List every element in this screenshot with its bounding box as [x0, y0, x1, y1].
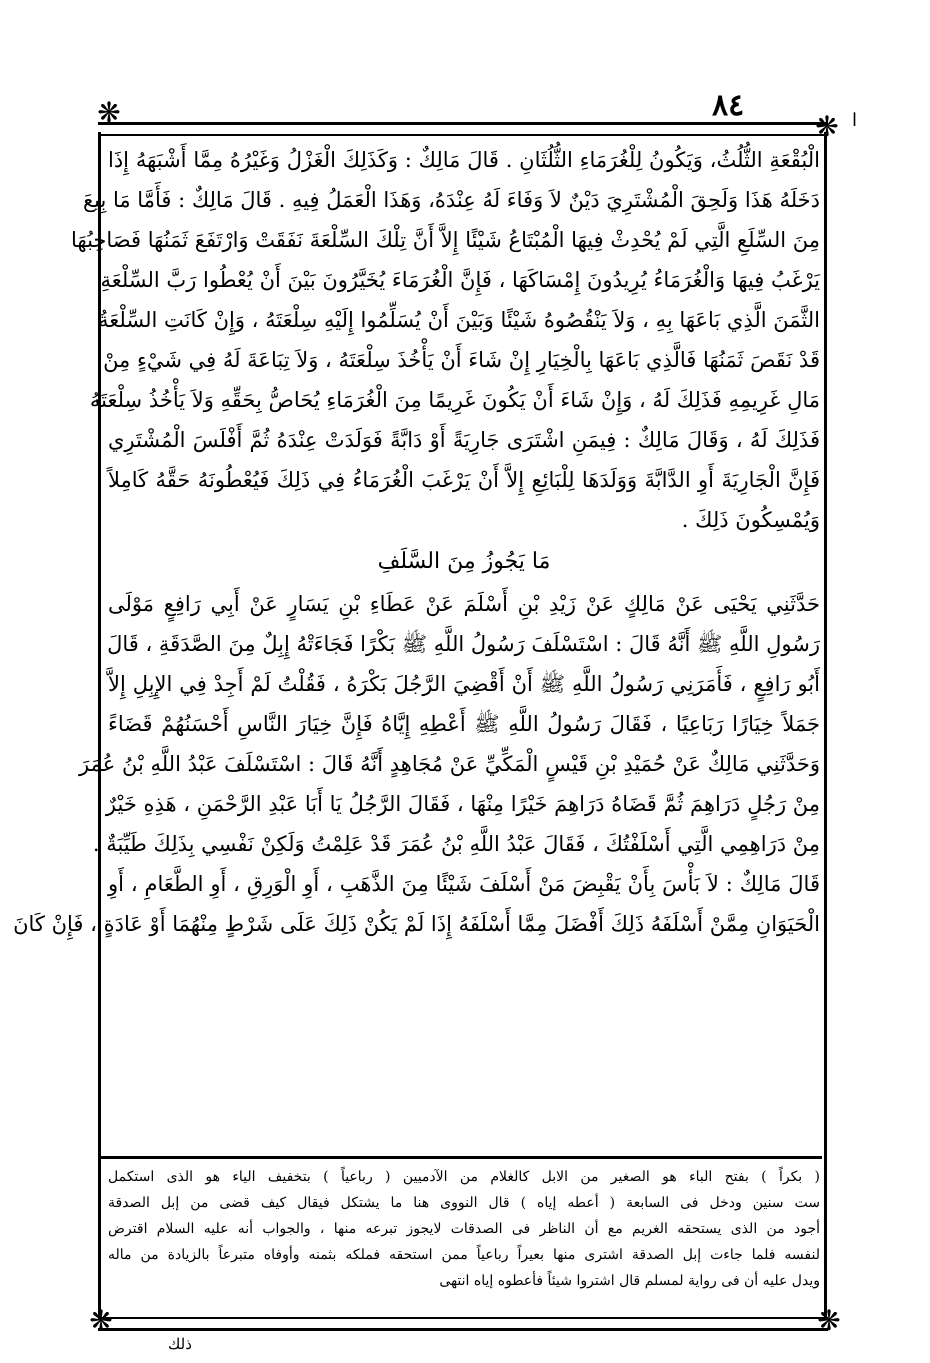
catchword: ذلك	[168, 1335, 192, 1353]
text-line: فَذَلِكَ لَهُ ، وَقَالَ مَالِكٌ : فِيمَنِ اشْتَرَى جَارِيَةً أَوْ دَابَّةً فَوَلَدَتْ عِنْدَهُ ثُمَّ أَفْلَسَ الْمُشْتَرِي	[108, 428, 820, 452]
text-line: قَدْ نَقَصَ ثَمَنُهَا فَالَّذِي بَاعَهَا بِالْخِيَارِ إِنْ شَاءَ أَنْ يَأْخُذَ سِلْعَتَهُ ، وَلاَ تِبَاعَةَ لَهُ فِي شَيْءٍ مِنْ	[103, 348, 820, 372]
page-number: ٨٤	[712, 88, 745, 123]
footnote-separator	[100, 1156, 822, 1159]
section-heading: مَا يَجُوزُ مِنَ السَّلَفِ	[377, 549, 551, 574]
text-line: وَيُمْسِكُونَ ذَلِكَ .	[681, 508, 820, 532]
text-line: الْبُقْعَةِ الثُّلُثُ، وَيَكُونُ لِلْغُرَمَاءِ الثُّلُثَانِ . قَالَ مَالِكٌ : وَكَذَلِكَ الْغَزْلُ وَغَيْرُهُ مِمَّا أَشْبَهَهُ إِذَا	[108, 148, 820, 172]
main-text-block	[13, 140, 820, 944]
frame-top-rule	[98, 122, 828, 136]
footnote-line: ( بكراً ) بفتح الباء هو الصغير من الابل كالغلام من الآدميين ( رباعياً ) بتخفيف الياء هو الذى استكمل	[108, 1169, 820, 1185]
margin-mark: ا	[852, 110, 858, 131]
corner-ornament-top-left: ❋	[97, 96, 121, 129]
text-line: رَسُولِ اللَّهِ ﷺ أَنَّهُ قَالَ : اسْتَسْلَفَ رَسُولُ اللَّهِ ﷺ بَكْرًا فَجَاءَتْهُ إِبِلٌ مِنَ الصَّدَقَةِ ، قَالَ	[107, 632, 820, 656]
text-line: مِنْ رَجُلٍ دَرَاهِمَ ثُمَّ قَضَاهُ دَرَاهِمَ خَيْرًا مِنْهَا ، فَقَالَ الرَّجُلُ يَا أَبَا عَبْدِ الرَّحْمَنِ ، هَذِهِ خَيْرٌ	[105, 792, 820, 816]
text-line: الثَّمَنَ الَّذِي بَاعَهَا بِهِ ، وَلاَ يَنْقُصُوهُ شَيْئًا وَبَيْنَ أَنْ يُسَلِّمُوا إِلَيْهِ سِلْعَتَهُ ، وَإِنْ كَانَتِ السِّلْعَةُ	[98, 308, 820, 332]
footnotes-block	[108, 1164, 820, 1294]
text-line: قَالَ مَالِكٌ : لاَ بَأْسَ بِأَنْ يَقْبِضَ مَنْ أَسْلَفَ شَيْئًا مِنَ الذَّهَبِ ، أَوِ الْوَرِقِ ، أَوِ الطَّعَامِ ، أَوِ	[108, 872, 820, 896]
corner-ornament-top-right: ❋	[815, 110, 839, 143]
text-line: حَدَّثَنِي يَحْيَى عَنْ مَالِكٍ عَنْ زَيْدِ بْنِ أَسْلَمَ عَنْ عَطَاءِ بْنِ يَسَارٍ عَنْ أَبِي رَافِعٍ مَوْلَى	[108, 592, 820, 616]
text-line: فَإِنَّ الْجَارِيَةَ أَوِ الدَّابَّةَ وَوَلَدَهَا لِلْبَائِعِ إِلاَّ أَنْ يَرْغَبَ الْغُرَمَاءُ فِي ذَلِكَ فَيُعْطُونَهُ حَقَّهُ كَامِلاً	[108, 468, 820, 492]
text-line: مِنْ دَرَاهِمِي الَّتِي أَسْلَفْتُكَ ، فَقَالَ عَبْدُ اللَّهِ بْنُ عُمَرَ قَدْ عَلِمْتُ وَلَكِنْ نَفْسِي بِذَلِكَ طَيِّبَةٌ .	[92, 832, 820, 856]
text-line: أَبُو رَافِعٍ ، فَأَمَرَنِي رَسُولُ اللَّهِ ﷺ أَنْ أَقْضِيَ الرَّجُلَ بَكْرَهُ ، فَقُلْتُ لَمْ أَجِدْ فِي الإِبِلِ إِلاَّ	[108, 672, 820, 696]
corner-ornament-bottom-right: ❋	[817, 1304, 841, 1337]
text-line: جَمَلاً خِيَارًا رَبَاعِيًا ، فَقَالَ رَسُولُ اللَّهِ ﷺ أَعْطِهِ إِيَّاهُ فَإِنَّ خِيَارَ النَّاسِ أَحْسَنُهُمْ قَضَاءً	[108, 712, 820, 736]
text-line: مَالِ غَرِيمِهِ فَذَلِكَ لَهُ ، وَإِنْ شَاءَ أَنْ يَكُونَ غَرِيمًا مِنَ الْغُرَمَاءِ يُحَاصُّ بِحَقِّهِ وَلاَ يَأْخُذُ سِلْعَتَهُ	[89, 388, 820, 412]
text-line: الْحَيَوَانِ مِمَّنْ أَسْلَفَهُ ذَلِكَ أَفْضَلَ مِمَّا أَسْلَفَهُ إِذَا لَمْ يَكُنْ ذَلِكَ عَلَى شَرْطٍ مِنْهُمَا أَوْ عَادَةٍ ، فَإِنْ كَانَ	[13, 912, 820, 936]
footnote-line: لنفسه فلما جاءت إبل الصدقة اشترى منها بعيراً رباعياً ممن استحقه فملكه بثمنه وأوفاه متبرعاً بالزيادة من ماله	[108, 1247, 820, 1263]
footnote-line: ست سنين ودخل فى السابعة ( أعطه إياه ) قال النووى هنا ما يشتكل فيقال كيف قضى من إبل الصدقة	[108, 1195, 820, 1211]
text-line: مِنَ السِّلَعِ الَّتِي لَمْ يُحْدِثْ فِيهَا الْمُبْتَاعُ شَيْئًا إِلاَّ أَنَّ تِلْكَ السِّلْعَةَ نَفَقَتْ وَارْتَفَعَ ثَمَنُهَا فَصَاحِبُهَا	[71, 228, 820, 252]
text-line: وَحَدَّثَنِي مَالِكٌ عَنْ حُمَيْدِ بْنِ قَيْسٍ الْمَكِّيِّ عَنْ مُجَاهِدٍ أَنَّهُ قَالَ : اسْتَسْلَفَ عَبْدُ اللَّهِ بْنُ عُمَرَ	[79, 752, 820, 776]
corner-ornament-bottom-left: ❋	[89, 1304, 113, 1337]
text-line: دَخَلَهُ هَذَا وَلَحِقَ الْمُشْتَرِيَ دَيْنٌ لاَ وَفَاءَ لَهُ عِنْدَهُ، وَهَذَا الْعَمَلُ فِيهِ . قَالَ مَالِكٌ : فَأَمَّا مَا بِيعَ	[82, 188, 820, 212]
frame-bottom-rule	[98, 1317, 828, 1331]
footnote-line: ويدل عليه أن فى رواية لمسلم قال اشتروا شيئاً فأعطوه إياه انتهى	[439, 1273, 820, 1289]
frame-right-rule	[820, 132, 827, 1317]
footnote-line: أجود من الذى يستحقه الغريم مع أن الناظر فى الصدقات لايجوز تبرعه منها ، والجواب أنه عليه السلام اقترض	[108, 1221, 820, 1237]
text-line: يَرْغَبُ فِيهَا وَالْغُرَمَاءُ يُرِيدُونَ إِمْسَاكَهَا ، فَإِنَّ الْغُرَمَاءَ يُخَيَّرُونَ بَيْنَ أَنْ يُعْطُوا رَبَّ السِّلْعَةِ	[100, 268, 820, 292]
